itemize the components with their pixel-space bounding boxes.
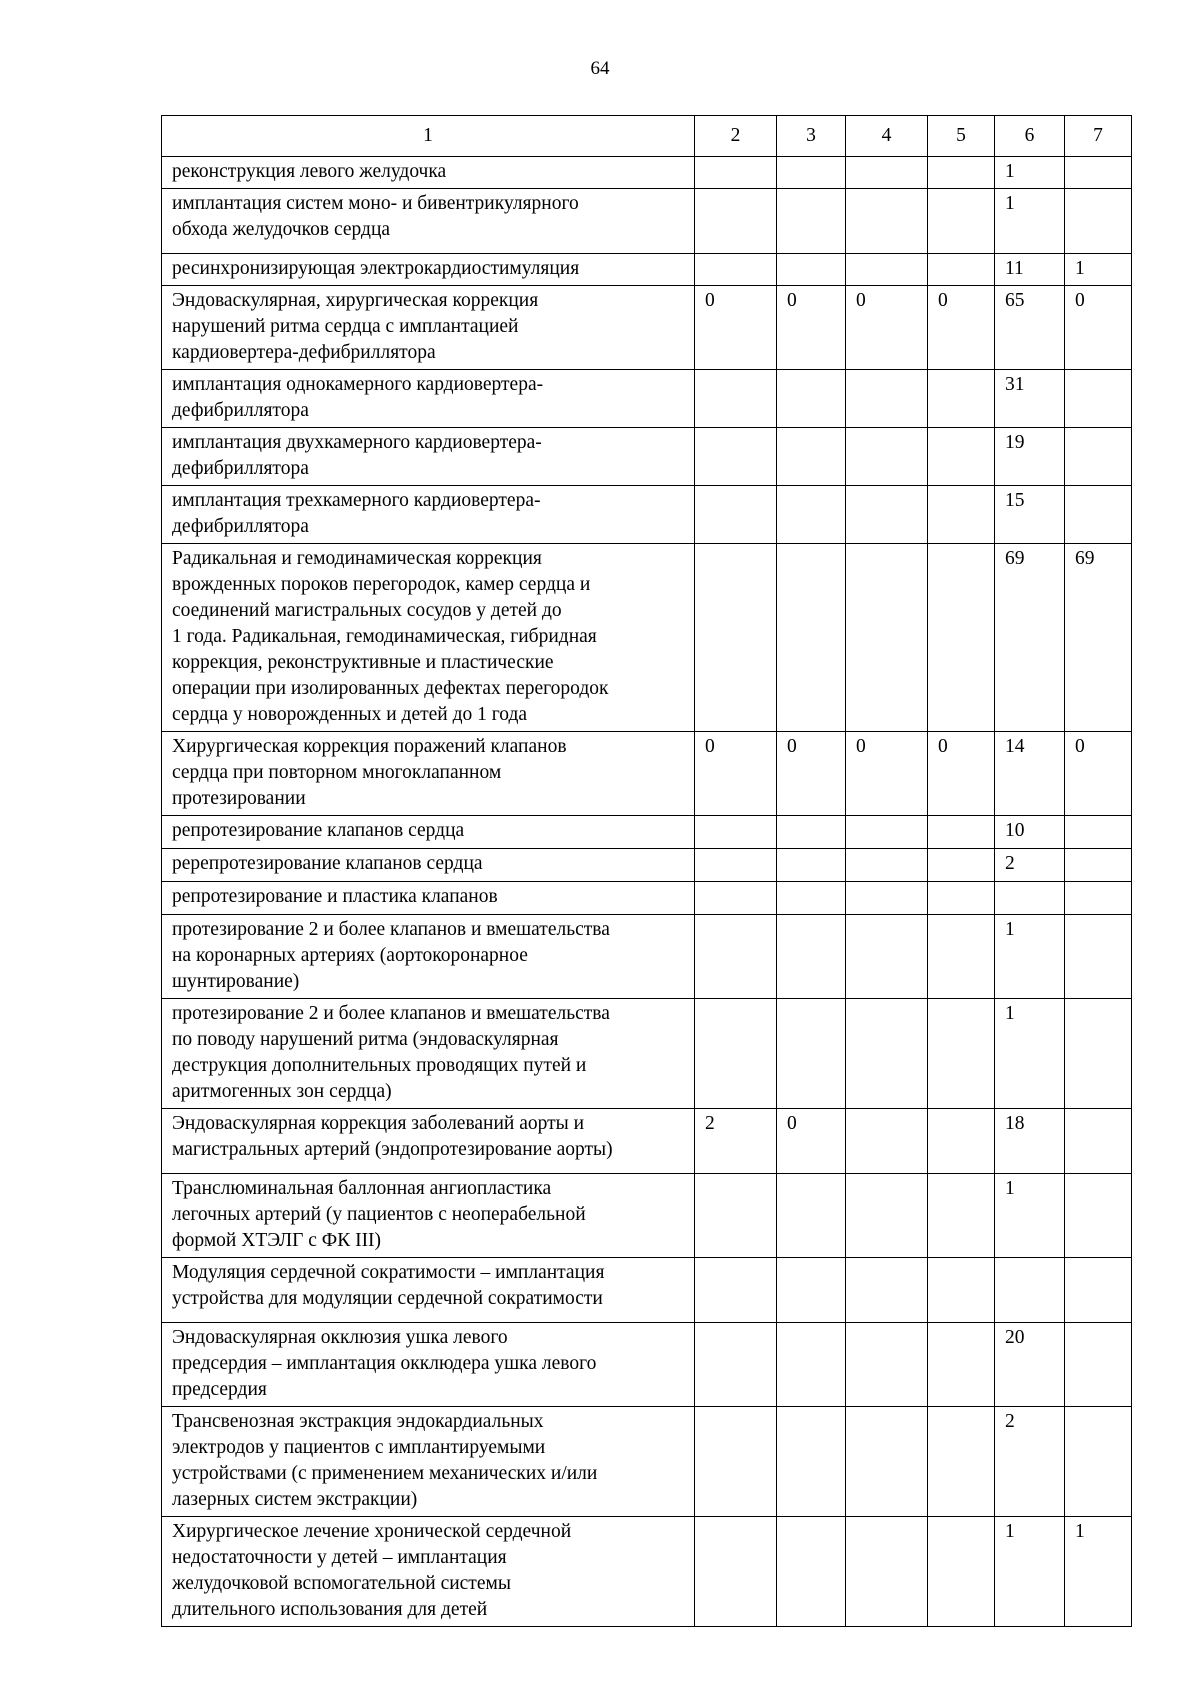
row-label-cell: Эндоваскулярная коррекция заболеваний аорты и магистральных артерий (эндопротезирование аорты) [162,1109,695,1174]
table-row [162,1258,1132,1323]
column-header-5: 5 [928,116,995,157]
table-row [162,915,1132,999]
value-cell: 15 [995,486,1065,544]
table-row [162,189,1132,254]
value-cell [928,882,995,915]
value-cell [777,882,846,915]
value-cell [695,189,777,254]
row-label-cell: Радикальная и гемодинамическая коррекция врожденных пороков перегородок, камер сердца и соединений магистральных сосудов у детей до 1 года. Радикальная, гемодинамическая, гибридная коррекция, реконструктивные и пластические операции при изолированных дефектах перегородок сердца у новорожденных и детей до 1 года [162,544,695,732]
row-label-cell: Эндоваскулярная, хирургическая коррекция нарушений ритма сердца с имплантацией кардиовертера-дефибриллятора [162,286,695,370]
row-label-cell: Модуляция сердечной сократимости – имплантация устройства для модуляции сердечной сократимости [162,1258,695,1323]
row-label-cell: реконструкция левого желудочка [162,157,695,189]
value-cell [928,189,995,254]
value-cell: 2 [995,1407,1065,1517]
value-cell: 0 [928,286,995,370]
value-cell [928,915,995,999]
value-cell: 0 [1065,286,1132,370]
value-cell [695,999,777,1109]
value-cell: 69 [1065,544,1132,732]
value-cell [777,816,846,849]
table-row [162,816,1132,849]
value-cell [1065,1109,1132,1174]
value-cell [846,428,928,486]
table-row [162,882,1132,915]
row-label-cell: репротезирование клапанов сердца [162,816,695,849]
value-cell: 69 [995,544,1065,732]
value-cell [1065,370,1132,428]
value-cell [846,1407,928,1517]
table-row [162,1109,1132,1174]
table-row [162,544,1132,732]
column-header-4: 4 [846,116,928,157]
value-cell: 1 [995,1517,1065,1627]
value-cell [928,428,995,486]
value-cell [846,849,928,882]
value-cell: 0 [846,286,928,370]
value-cell [1065,1407,1132,1517]
value-cell [928,1323,995,1407]
value-cell [777,544,846,732]
value-cell [995,882,1065,915]
value-cell [777,999,846,1109]
value-cell [695,370,777,428]
value-cell: 10 [995,816,1065,849]
value-cell [695,486,777,544]
value-cell [846,882,928,915]
value-cell: 2 [695,1109,777,1174]
value-cell: 0 [1065,732,1132,816]
table-row [162,486,1132,544]
value-cell [777,1323,846,1407]
value-cell [695,882,777,915]
value-cell [695,1258,777,1323]
value-cell: 1 [1065,254,1132,286]
value-cell: 1 [995,157,1065,189]
value-cell: 2 [995,849,1065,882]
value-cell: 0 [777,286,846,370]
value-cell [777,486,846,544]
value-cell: 0 [777,732,846,816]
table-row [162,1517,1132,1627]
header-row [162,116,1132,157]
value-cell: 1 [1065,1517,1132,1627]
row-label-cell: Транслюминальная баллонная ангиопластика легочных артерий (у пациентов с неоперабельной формой ХТЭЛГ с ФК III) [162,1174,695,1258]
value-cell [777,428,846,486]
row-label-cell: протезирование 2 и более клапанов и вмешательства по поводу нарушений ритма (эндоваскулярная деструкция дополнительных проводящих путей и аритмогенных зон сердца) [162,999,695,1109]
row-label-cell: имплантация однокамерного кардиовертера- дефибриллятора [162,370,695,428]
value-cell [928,849,995,882]
value-cell [1065,1258,1132,1323]
value-cell [1065,999,1132,1109]
value-cell [846,544,928,732]
value-cell: 0 [695,286,777,370]
value-cell: 19 [995,428,1065,486]
value-cell [695,915,777,999]
table-row [162,849,1132,882]
value-cell [928,486,995,544]
value-cell [695,254,777,286]
value-cell [1065,1174,1132,1258]
value-cell [928,544,995,732]
value-cell [928,816,995,849]
value-cell [846,370,928,428]
value-cell: 14 [995,732,1065,816]
value-cell [695,1517,777,1627]
value-cell [777,254,846,286]
value-cell [846,486,928,544]
value-cell [695,544,777,732]
value-cell [777,370,846,428]
value-cell [928,1109,995,1174]
value-cell [928,370,995,428]
value-cell [846,915,928,999]
value-cell: 1 [995,915,1065,999]
value-cell [695,428,777,486]
table-row [162,732,1132,816]
value-cell [846,157,928,189]
value-cell [1065,816,1132,849]
value-cell: 20 [995,1323,1065,1407]
value-cell [1065,849,1132,882]
row-label-cell: имплантация двухкамерного кардиовертера- дефибриллятора [162,428,695,486]
column-header-2: 2 [695,116,777,157]
value-cell: 0 [695,732,777,816]
column-header-7: 7 [1065,116,1132,157]
value-cell: 1 [995,189,1065,254]
table-row [162,1407,1132,1517]
value-cell [777,1174,846,1258]
value-cell [846,1258,928,1323]
value-cell [928,254,995,286]
column-header-6: 6 [995,116,1065,157]
row-label-cell: Хирургическая коррекция поражений клапанов сердца при повторном многоклапанном протезировании [162,732,695,816]
value-cell [1065,915,1132,999]
value-cell [777,849,846,882]
table-row [162,286,1132,370]
row-label-cell: ререпротезирование клапанов сердца [162,849,695,882]
value-cell [1065,1323,1132,1407]
row-label-cell: Трансвенозная экстракция эндокардиальных электродов у пациентов с имплантируемыми устройствами (с применением механических и/или лазерных систем экстракции) [162,1407,695,1517]
value-cell [777,157,846,189]
value-cell [695,816,777,849]
value-cell [846,254,928,286]
value-cell [777,1258,846,1323]
value-cell [695,849,777,882]
row-label-cell: репротезирование и пластика клапанов [162,882,695,915]
value-cell [846,189,928,254]
value-cell [1065,486,1132,544]
value-cell: 1 [995,999,1065,1109]
row-label-cell: протезирование 2 и более клапанов и вмешательства на коронарных артериях (аортокоронарное шунтирование) [162,915,695,999]
value-cell: 11 [995,254,1065,286]
table-row [162,428,1132,486]
table-row [162,1323,1132,1407]
table-row [162,370,1132,428]
value-cell [777,1407,846,1517]
column-header-3: 3 [777,116,846,157]
row-label-cell: Хирургическое лечение хронической сердечной недостаточности у детей – имплантация желудочковой вспомогательной системы длительного использования для детей [162,1517,695,1627]
table-row [162,1174,1132,1258]
value-cell [846,1517,928,1627]
value-cell [777,1517,846,1627]
row-label-cell: имплантация трехкамерного кардиовертера- дефибриллятора [162,486,695,544]
value-cell: 31 [995,370,1065,428]
column-header-1: 1 [162,116,695,157]
value-cell [1065,428,1132,486]
value-cell: 1 [995,1174,1065,1258]
value-cell [846,1323,928,1407]
table-row [162,999,1132,1109]
value-cell [695,1323,777,1407]
value-cell [928,1407,995,1517]
value-cell [928,999,995,1109]
value-cell [777,915,846,999]
value-cell [846,999,928,1109]
value-cell [1065,189,1132,254]
data-table [161,115,1132,1627]
value-cell: 65 [995,286,1065,370]
value-cell [995,1258,1065,1323]
value-cell [695,1174,777,1258]
table-row [162,254,1132,286]
value-cell [928,157,995,189]
value-cell [777,189,846,254]
page-number: 64 [590,58,610,79]
value-cell [695,1407,777,1517]
value-cell [695,157,777,189]
table-row [162,157,1132,189]
value-cell [1065,882,1132,915]
row-label-cell: ресинхронизирующая электрокардиостимуляция [162,254,695,286]
value-cell [846,816,928,849]
value-cell [1065,157,1132,189]
row-label-cell: Эндоваскулярная окклюзия ушка левого предсердия – имплантация окклюдера ушка левого предсердия [162,1323,695,1407]
value-cell [846,1109,928,1174]
value-cell [928,1517,995,1627]
value-cell: 18 [995,1109,1065,1174]
value-cell: 0 [777,1109,846,1174]
value-cell [928,1174,995,1258]
value-cell [846,1174,928,1258]
value-cell [928,1258,995,1323]
table-body [162,157,1132,1627]
value-cell: 0 [928,732,995,816]
value-cell: 0 [846,732,928,816]
row-label-cell: имплантация систем моно- и бивентрикулярного обхода желудочков сердца [162,189,695,254]
